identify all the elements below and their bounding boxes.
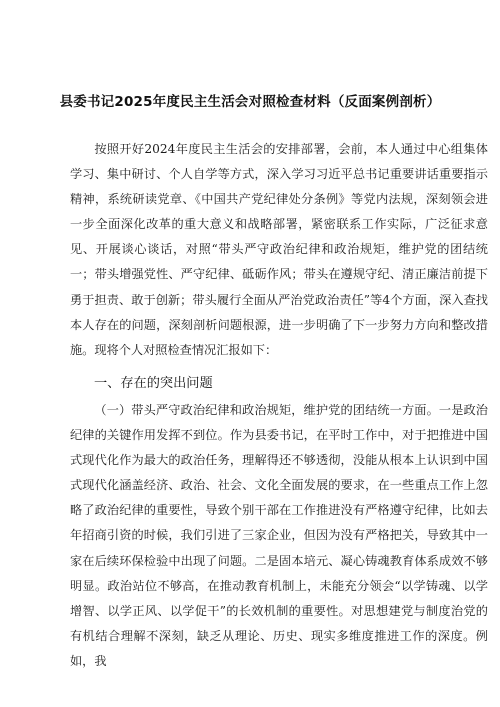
document-title: 县委书记2025年度民主生活会对照检查材料（反面案例剖析）: [59, 94, 441, 110]
section-heading: 一、存在的突出问题: [94, 376, 213, 391]
section-paragraph-block: [70, 398, 488, 674]
intro-paragraph: 按照开好2024年度民主生活会的安排部署，会前，本人通过中心组集体学习、集中研讨、个人自学等方式，深入学习习近平总书记重要讲话重要指示精神，系统研读党章、《中国共产党纪律处分条例》等党内法规，深刻领会进一步全面深化改革的重大意义和战略部署，紧密联系工作实际，广泛征求意见、开展谈心谈话，对照“带头严守政治纪律和政治规矩，维护党的团结统一；带头增强党性、严守纪律、砥砺作风；带头在遵规守纪、清正廉洁前提下勇于担责、敢于创新；带头履行全面从严治党政治责任”等4个方面，深入查找本人存在的问题，深刻剖析问题根源，进一步明确了下一步努力方向和整改措施。现将个人对照检查情况汇报如下：: [70, 142, 488, 357]
section-paragraph: （一）带头严守政治纪律和政治规矩，维护党的团结统一方面。一是政治纪律的关键作用发挥不到位。作为县委书记，在平时工作中，对于把推进中国式现代化作为最大的政治任务，理解得还不够透彻，没能从根本上认识到中国式现代化涵盖经济、政治、社会、文化全面发展的要求，在一些重点工作上忽略了政治纪律的重要性，导致个别干部在工作推进没有严格遵守纪律，比如去年招商引资的时候，我们引进了三家企业，但因为没有严格把关，导致其中一家在后续环保检验中出现了问题。二是固本培元、凝心铸魂教育体系成效不够明显。政治站位不够高，在推动教育机制上，未能充分领会“以学铸魂、以学增智、以学正风、以学促干”的长效机制的重要性。对思想建党与制度治党的有机结合理解不深刻，缺乏从理论、历史、现实多维度推进工作的深度。例如，我: [70, 403, 488, 668]
intro-paragraph-block: [70, 137, 488, 363]
